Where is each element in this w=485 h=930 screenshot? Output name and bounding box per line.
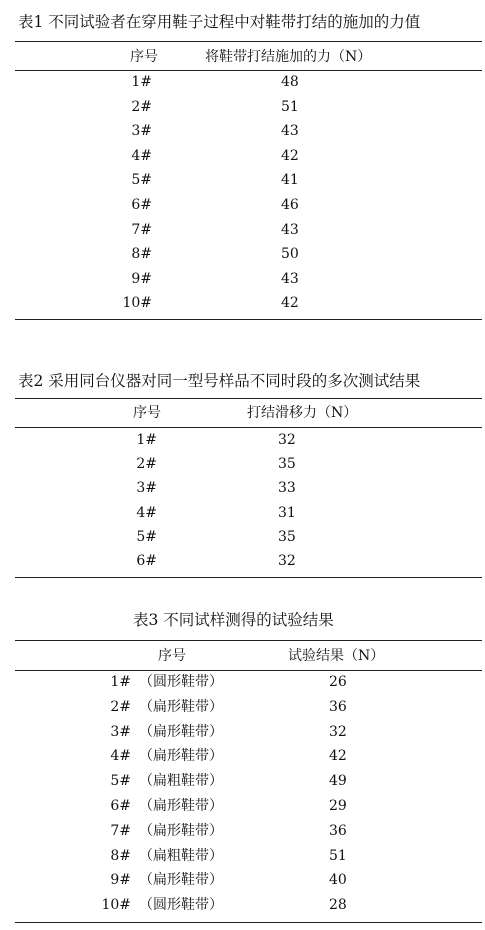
slip-force-value: 32 [278,553,296,569]
result-value: 49 [329,773,347,789]
table1-header-value: 将鞋带打结施加的力（N） [205,49,372,65]
force-value: 42 [281,295,299,311]
sample-number: 7# [110,823,131,839]
sample-number: 3# [131,123,152,139]
result-value: 29 [329,798,347,814]
slip-force-value: 33 [278,480,296,496]
table3-bottom-rule [15,922,482,923]
lace-type: （圆形鞋带） [139,674,223,690]
table1-header-rule [15,70,482,71]
table1-header-no: 序号 [130,49,158,65]
slip-force-value: 35 [278,456,296,472]
table2-top-rule [15,398,482,399]
sample-number: 5# [131,172,152,188]
sample-number: 6# [136,553,157,569]
sample-number: 3# [110,724,131,740]
sample-number: 4# [136,505,157,521]
result-value: 42 [329,748,347,764]
table1-caption: 表1 不同试验者在穿用鞋子过程中对鞋带打结的施加的力值 [18,13,421,31]
sample-number: 3# [136,480,157,496]
table2-caption: 表2 采用同台仪器对同一型号样品不同时段的多次测试结果 [18,372,421,390]
sample-number: 9# [131,271,152,287]
force-value: 48 [281,74,299,90]
sample-number: 2# [131,99,152,115]
force-value: 46 [281,197,299,213]
force-value: 43 [281,222,299,238]
lace-type: （扁形鞋带） [139,699,223,715]
sample-number: 1# [136,432,157,448]
result-value: 26 [329,674,347,690]
lace-type: （扁形鞋带） [139,724,223,740]
result-value: 40 [329,872,347,888]
sample-number: 1# [131,74,152,90]
sample-number: 5# [136,529,157,545]
slip-force-value: 32 [278,432,296,448]
sample-number: 1# [110,674,131,690]
lace-type: （扁粗鞋带） [139,848,223,864]
force-value: 51 [281,99,299,115]
sample-number: 2# [110,699,131,715]
sample-number: 10# [101,897,131,913]
lace-type: （扁形鞋带） [139,823,223,839]
sample-number: 6# [110,798,131,814]
result-value: 28 [329,897,347,913]
sample-number: 4# [131,148,152,164]
sample-number: 6# [131,197,152,213]
sample-number: 4# [110,748,131,764]
table3-header-rule [15,670,482,671]
table2-header-no: 序号 [133,405,161,421]
force-value: 41 [281,172,299,188]
lace-type: （扁形鞋带） [139,748,223,764]
table3-top-rule [15,640,482,641]
table2-bottom-rule [15,577,482,578]
table3-header-no: 序号 [158,648,186,664]
lace-type: （圆形鞋带） [139,897,223,913]
table2-header-rule [15,427,482,428]
slip-force-value: 35 [278,529,296,545]
force-value: 43 [281,123,299,139]
table1-top-rule [15,41,482,42]
force-value: 43 [281,271,299,287]
table2-header-value: 打结滑移力（N） [247,405,358,421]
result-value: 32 [329,724,347,740]
lace-type: （扁粗鞋带） [139,773,223,789]
sample-number: 8# [131,246,152,262]
table3-header-value: 试验结果（N） [288,648,385,664]
slip-force-value: 31 [278,505,296,521]
force-value: 50 [281,246,299,262]
sample-number: 7# [131,222,152,238]
sample-number: 5# [110,773,131,789]
result-value: 36 [329,699,347,715]
result-value: 36 [329,823,347,839]
sample-number: 2# [136,456,157,472]
table3-caption: 表3 不同试样测得的试验结果 [133,611,334,629]
sample-number: 8# [110,848,131,864]
sample-number: 10# [122,295,152,311]
table1-bottom-rule [15,319,482,320]
sample-number: 9# [110,872,131,888]
lace-type: （扁形鞋带） [139,872,223,888]
force-value: 42 [281,148,299,164]
result-value: 51 [329,848,347,864]
lace-type: （扁形鞋带） [139,798,223,814]
